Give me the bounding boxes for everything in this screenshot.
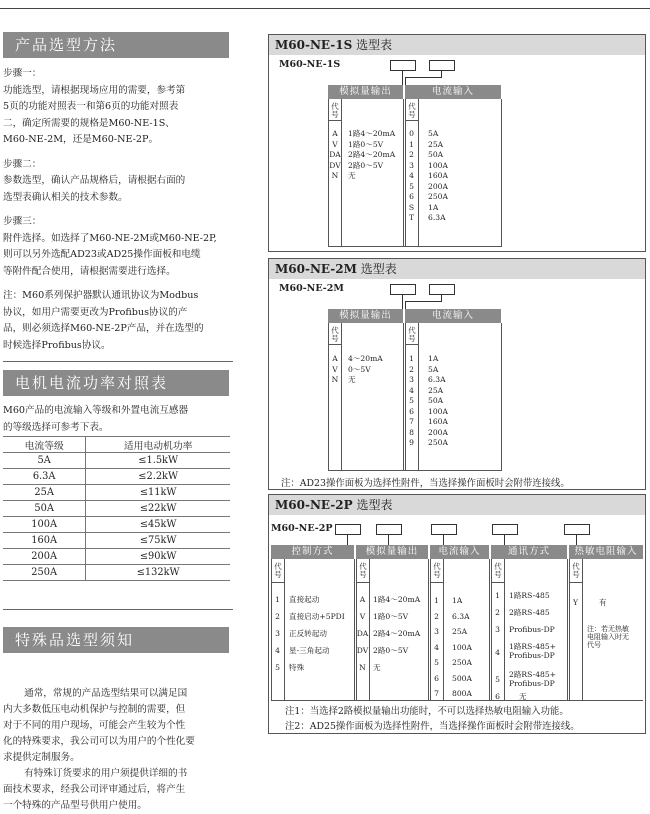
motor-power-cell: ≤75kW [86, 533, 230, 549]
para-line: 内大多数低压电动机保护与控制的需要，但 [3, 704, 186, 715]
step2-title: 步骤二： [3, 158, 42, 170]
model-code: M60-NE-2P [271, 523, 333, 534]
current-level-cell: 160A [3, 533, 86, 549]
code-label-rule [271, 582, 284, 583]
list-item: 2 [275, 612, 280, 621]
divider [3, 361, 233, 362]
table-bottom-rule [328, 246, 501, 247]
list-item: 0～5V [348, 364, 371, 374]
thermistor-input-title: 热敏电阻输入 [569, 545, 643, 559]
divider [3, 609, 233, 610]
step1-line: 5页的功能对照表一和第6页的功能对照表 [3, 101, 179, 112]
para-line: 面技术要求，经我公司评审通过后，将产生 [3, 784, 186, 795]
current-level-cell: 6.3A [3, 469, 86, 485]
code-label: 代 号 [359, 562, 367, 579]
list-item: 25A [452, 627, 468, 636]
current-level-cell: 200A [3, 549, 86, 565]
list-item: 6.3A [428, 375, 446, 384]
list-item: 50A [428, 150, 444, 159]
list-item: 4 [275, 646, 280, 655]
note-line: 协议，如用户需要更改为Profibus协议的产 [3, 306, 188, 318]
special-products-text [3, 686, 235, 814]
list-item: 3 [275, 629, 280, 638]
list-item: 5 [275, 663, 280, 672]
selection-table-2p [268, 494, 646, 734]
list-item: 1路0～5V [373, 612, 409, 621]
list-item: 4 [409, 385, 414, 395]
table-row [3, 549, 230, 565]
analog-code-list [356, 591, 369, 676]
step3-line: 附件选择。如选择了M60-NE-2M或M60-NE-2P, [3, 232, 217, 244]
list-item: 100A [428, 406, 448, 416]
code-slot-box [431, 524, 457, 535]
step3-title: 步骤三： [3, 216, 42, 227]
para-line: 化的特殊要求，我公司可以为用户的个性化要 [3, 736, 195, 747]
list-item: 6 [409, 192, 414, 201]
motor-power-cell: ≤1.5kW [86, 453, 230, 469]
section-title-current-power: 电机电流功率对照表 [3, 370, 229, 396]
connector-line [405, 77, 442, 78]
current-level-cell: 25A [3, 485, 86, 501]
code-label: 代 号 [494, 562, 502, 579]
motor-power-cell: ≤132kW [86, 565, 230, 581]
column-rule [567, 559, 568, 701]
control-desc-list [289, 591, 345, 676]
section-title-selection-method: 产品选型方法 [3, 32, 229, 58]
table-1s-header [269, 35, 645, 55]
list-item: N [359, 663, 366, 672]
code-slot-box [492, 524, 518, 535]
current-level-cell: 100A [3, 517, 86, 533]
list-item: 1 [275, 595, 280, 604]
connector-line [443, 535, 444, 545]
code-label-rule [356, 582, 369, 583]
list-item: 星-三角起动 [289, 646, 330, 655]
code-label: 代 号 [331, 326, 339, 343]
list-item: DV [356, 646, 369, 655]
list-item: 1路4～20mA [348, 129, 396, 138]
table-row [3, 469, 230, 485]
table-2p-note-1: 注1：当选择2路模拟量输出功能时，不可以选择热敏电阻输入功能。 [285, 706, 569, 717]
list-item: 1路4～20mA [373, 595, 421, 604]
column-rule [582, 559, 583, 701]
thermistor-note: 注：若无热敏 电阻输入时无 代号 [587, 625, 629, 649]
code-label: 代 号 [572, 562, 580, 579]
header-model: M60-NE-2P [275, 498, 353, 512]
list-item: 4 [409, 171, 414, 180]
current-desc-list [452, 593, 472, 702]
code-label: 代 号 [274, 562, 282, 579]
current-input-title: 电流输入 [405, 309, 501, 323]
current-input-title: 电流输入 [405, 85, 501, 99]
table-2m-note: 注：AD23操作面板为选择性附件，当选择操作面板时会附带连接线。 [281, 478, 570, 489]
list-item: A [332, 129, 338, 138]
list-item: 25A [428, 139, 444, 149]
thermistor-desc: 有 [599, 598, 607, 607]
list-item: 5A [428, 364, 439, 374]
table-row [3, 485, 230, 501]
code-label-rule [328, 120, 341, 121]
column-rule [418, 99, 419, 247]
thermistor-code: Y [572, 598, 578, 607]
list-item: 160A [428, 417, 448, 426]
motor-power-cell: ≤90kW [86, 549, 230, 565]
table-header: 适用电动机功率 [86, 437, 230, 453]
list-item: 1 [409, 354, 414, 363]
list-item: 2路0～5V [348, 160, 384, 170]
list-item: 800A [452, 689, 472, 698]
code-slot-box [564, 524, 590, 535]
selection-steps [3, 66, 235, 354]
column-rule [403, 99, 404, 247]
column-rule [501, 99, 502, 247]
connector-line [388, 535, 389, 545]
list-item: N [331, 171, 339, 180]
list-item: 6 [434, 673, 439, 683]
column-rule [428, 559, 429, 701]
list-item: 1A [428, 354, 439, 363]
list-item: 4 [434, 642, 439, 652]
note-line: 注：M60系列保护器默认通讯协议为Modbus [3, 290, 199, 301]
list-item: 1A [428, 202, 439, 212]
table-header: 电流等级 [3, 437, 86, 453]
list-item: 200A [428, 427, 448, 437]
column-rule [504, 559, 505, 701]
list-item: V [359, 612, 366, 621]
current-code-list [405, 354, 418, 449]
code-label-rule [569, 582, 582, 583]
current-code-list [430, 593, 443, 702]
list-item: DV [329, 160, 341, 170]
step1-title: 步骤一： [3, 68, 42, 79]
step1-line: 功能选型，请根据现场应用的需要，参考第 [3, 84, 186, 96]
list-item: 7 [434, 689, 439, 698]
list-item: 2 [409, 150, 414, 159]
current-power-table [3, 436, 230, 581]
list-item: 2路4～20mA [348, 150, 396, 159]
code-label-rule [405, 344, 418, 345]
table-2m-header [269, 259, 645, 279]
table-row [3, 517, 230, 533]
current-level-cell: 50A [3, 501, 86, 517]
connector-line [405, 77, 406, 85]
list-item: 8 [409, 427, 414, 437]
top-rule [0, 8, 650, 9]
column-rule [369, 559, 370, 701]
column-rule [489, 559, 490, 701]
step3-line: 等附件配合使用，请根据需要进行选择。 [3, 265, 176, 277]
current-input-title: 电流输入 [430, 545, 489, 559]
list-item: 5 [409, 396, 414, 405]
current-level-cell: 250A [3, 565, 86, 581]
list-item: 6.3A [428, 213, 446, 222]
list-item: 2路0～5V [373, 646, 409, 655]
comm-code-list: 1 2 3 4 5 6 [495, 591, 500, 701]
table-bottom-rule [328, 470, 501, 471]
list-item: DA [329, 150, 341, 159]
current-code-list [405, 129, 418, 224]
header-suffix: 选型表 [356, 38, 393, 52]
para-line: 一个特殊的产品型号供用户使用。 [3, 800, 147, 811]
list-item: 25A [428, 385, 444, 395]
list-item: 1 [434, 596, 439, 605]
connector-line [405, 301, 406, 309]
column-rule [418, 323, 419, 471]
control-code-list [271, 591, 284, 676]
analog-code-list [328, 354, 342, 386]
table-row [3, 501, 230, 517]
motor-power-cell: ≤45kW [86, 517, 230, 533]
model-code: M60-NE-2M [279, 283, 344, 294]
list-item: 特殊 [289, 663, 305, 672]
column-rule [354, 559, 355, 701]
connector-line [402, 295, 403, 309]
code-label-rule [328, 344, 341, 345]
step2-line: 选型表确认相关的技术参数。 [3, 191, 128, 203]
list-item: 100A [428, 160, 448, 170]
code-slot-box [335, 524, 361, 535]
connector-line [576, 535, 577, 545]
connector-line [402, 71, 403, 85]
selection-table-2m [268, 258, 646, 490]
code-label-rule [491, 582, 504, 583]
table-2p-header [269, 495, 645, 515]
para-line: 求提供定制服务。 [3, 752, 80, 763]
list-item: 6.3A [452, 611, 470, 621]
list-item: 正反转起动 [289, 629, 327, 638]
note-line: 品，则必须选择M60-NE-2P产品，并在选型的 [3, 323, 204, 334]
list-item: 5A [428, 129, 439, 138]
model-code: M60-NE-1S [279, 59, 341, 70]
list-item: 无 [348, 171, 356, 180]
list-item: 6 [409, 406, 414, 416]
step2-line: 参数选型，确认产品规格后，请根据右面的 [3, 175, 186, 186]
analog-output-title: 模拟量输出 [328, 309, 403, 323]
list-item: 1 [409, 139, 414, 149]
list-item: 1路0～5V [348, 139, 384, 149]
column-rule [284, 559, 285, 701]
analog-desc-list [348, 354, 383, 386]
analog-code-list [328, 129, 342, 182]
header-suffix: 选型表 [360, 262, 397, 276]
note-line: 时候选择Profibus协议。 [3, 339, 111, 351]
step3-line: 则可以另外选配AD23或AD25操作面板和电缆 [3, 249, 201, 260]
comm-desc-list: 1路RS-485 2路RS-485 Profibus-DP 1路RS-485+ Profibus-DP 2路RS-485+ Profibus-DP 无 [509, 591, 557, 701]
analog-output-title: 模拟量输出 [328, 85, 403, 99]
list-item: DA [356, 629, 369, 638]
code-label: 代 号 [433, 562, 441, 579]
code-label-rule [430, 582, 443, 583]
list-item: 3 [434, 627, 439, 636]
para-line: 对于不同的用户现场，可能会产生较为个性 [3, 720, 186, 731]
list-item: S [408, 202, 415, 212]
table-2p-note-2: 注2：AD25操作面板为选择性附件，当选择操作面板时会附带连接线。 [285, 721, 580, 732]
power-table-intro [3, 403, 235, 436]
list-item: 50A [428, 396, 444, 405]
analog-desc-list [348, 129, 395, 182]
analog-output-title: 模拟量输出 [356, 545, 428, 559]
column-rule [443, 559, 444, 701]
header-model: M60-NE-1S [275, 38, 353, 52]
list-item: 500A [452, 673, 472, 683]
list-item: A [332, 354, 338, 363]
header-suffix: 选型表 [356, 498, 393, 512]
code-label-rule [405, 120, 418, 121]
column-rule [501, 323, 502, 471]
list-item: 2 [434, 611, 439, 621]
code-slot-box [390, 60, 416, 71]
comm-mode-title: 通讯方式 [491, 545, 567, 559]
list-item: 9 [409, 438, 414, 447]
list-item: 0 [409, 129, 414, 138]
list-item: 1A [452, 596, 463, 605]
list-item: 250A [428, 438, 448, 447]
connector-line [504, 535, 505, 545]
column-rule [328, 323, 329, 471]
step1-line: 二，确定所需要的规格是M60-NE-1S、 [3, 117, 175, 129]
list-item: 无 [373, 663, 381, 672]
list-item: 250A [428, 192, 448, 201]
selection-table-1s [268, 34, 646, 252]
code-slot-box [429, 60, 455, 71]
list-item: 200A [428, 181, 448, 191]
list-item: 4～20mA [348, 354, 383, 363]
motor-power-cell: ≤11kW [86, 485, 230, 501]
current-desc-list [428, 129, 448, 224]
code-label: 代 号 [408, 102, 416, 119]
table-row [3, 533, 230, 549]
para-line: 通常，常规的产品选型结果可以满足国 [24, 688, 188, 699]
list-item: 7 [409, 417, 414, 426]
current-level-cell: 5A [3, 453, 86, 469]
intro-line: M60产品的电流输入等级和外置电流互感器 [3, 405, 189, 416]
column-rule [341, 323, 342, 471]
list-item: 3 [409, 375, 414, 384]
list-item: 5 [409, 181, 414, 191]
list-item: 100A [452, 642, 472, 652]
intro-line: 的等级选择可参考下表。 [3, 421, 109, 433]
section-title-special-products: 特殊品选型须知 [3, 627, 229, 653]
table-row [3, 565, 230, 581]
current-desc-list [428, 354, 448, 449]
list-item: T [408, 213, 415, 222]
connector-line [347, 535, 348, 545]
list-item: N [331, 375, 339, 384]
list-item: 250A [452, 658, 472, 667]
list-item: 2 [409, 364, 414, 374]
list-item: 5 [434, 658, 439, 667]
table-row [3, 453, 230, 469]
code-slot-box [390, 284, 416, 295]
list-item: V [332, 364, 338, 374]
step1-line: M60-NE-2M，还是M60-NE-2P。 [3, 134, 159, 145]
list-item: 160A [428, 171, 448, 180]
header-model: M60-NE-2M [275, 262, 357, 276]
control-mode-title: 控制方式 [271, 545, 354, 559]
motor-power-cell: ≤22kW [86, 501, 230, 517]
list-item: A [359, 595, 366, 604]
code-slot-box [376, 524, 402, 535]
analog-desc-list [373, 591, 420, 676]
list-item: 2路4～20mA [373, 629, 421, 638]
list-item: 无 [348, 375, 356, 384]
code-slot-box [429, 284, 455, 295]
list-item: 直接起动 [289, 595, 320, 604]
connector-line [405, 301, 442, 302]
motor-power-cell: ≤2.2kW [86, 469, 230, 485]
list-item: 3 [409, 160, 414, 170]
list-item: V [332, 139, 338, 149]
code-label: 代 号 [408, 326, 416, 343]
code-label: 代 号 [331, 102, 339, 119]
column-rule [403, 323, 404, 471]
column-rule [569, 559, 570, 701]
list-item: 直接启动+5PDI [289, 612, 345, 621]
para-line: 有特殊订货要求的用户须提供详细的书 [24, 768, 188, 779]
